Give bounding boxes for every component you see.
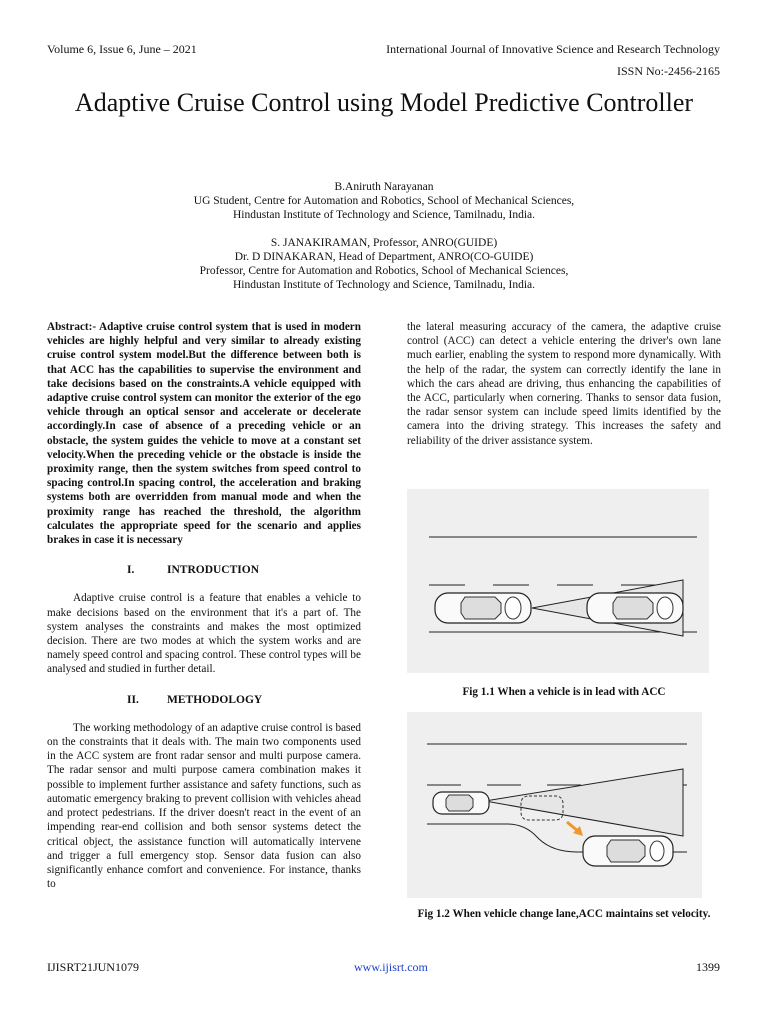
author-line: S. JANAKIRAMAN, Professor, ANRO(GUIDE) [270,237,498,249]
section-number: I. [127,564,135,577]
header-issn: ISSN No:-2456-2165 [616,64,720,78]
author-line: Hindustan Institute of Technology and Science, Tamilnadu, India. [232,209,535,221]
figure-1-2-drawing [407,712,702,898]
author-line: UG Student, Centre for Automation and Robotics, School of Mechanical Sciences, [193,195,575,207]
merging-car-icon [583,836,673,866]
figure-1-2-caption: Fig 1.2 When vehicle change lane,ACC maintains set velocity. [417,908,711,920]
introduction-text: Adaptive cruise control is a feature that enables a vehicle to make decisions based on the environment that it's a part of. The system analyses the constraints and makes the most optimized decision. There are two modes at which the system works and are namely speed control and spacing control. These control types will be analysed and studied in further detail. [47,592,361,676]
author-list [40,180,728,306]
header-journal: International Journal of Innovative Science and Research Technology [386,42,720,56]
radar-beam [485,769,683,836]
abstract: Abstract:- Adaptive cruise control system that is used in modern vehicles are highly helpful and very similar to already existing cruise control system model.But the difference between both is that ACC has the capabilities to supervise the environment and take decisions based on the constraints.A vehicle equipped with adaptive cruise control system can monitor the exterior of the ego vehicle through an optical sensor and accelerate or decelerate accordingly.In case of absence of a preceding vehicle or an obstacle, the system guides the vehicle to move at a constant set velocity.When the preceding vehicle or the obstacle is inside the proximity range, then the system switches from speed control to spacing control.In spacing control, the acceleration and braking systems both are overridden from manual mode and when the proximity range has reached the threshold, the algorithm calculates the appropriate speed for the scenario and applies brakes in case it is necessary [47,321,361,547]
footer-page-number: 1399 [696,960,720,974]
footer-paper-id: IJISRT21JUN1079 [47,960,139,974]
figure-1-1-caption: Fig 1.1 When a vehicle is in lead with ACC [462,686,666,698]
methodology-text-continued: the lateral measuring accuracy of the camera, the adaptive cruise control (ACC) can detect a vehicle entering the driver's own lane much earlier, enabling the system to respond more dynamically. With the help of the radar, the system can correctly identify the lane in which the cars ahead are driving, thus enhancing the capabilities of the ACC, particularly when cornering. Thanks to sensor data fusion, the radar sensor system can include speed limits identified by the camera into the driving strategy. This increases the safety and reliability of the driver assistance system. [407,321,721,447]
ego-car-icon [433,792,489,814]
author-block-1 [40,180,728,222]
author-line: Dr. D DINAKARAN, Head of Department, ANRO(CO-GUIDE) [234,251,534,263]
section-title: INTRODUCTION [167,564,260,577]
footer-website-link[interactable]: www.ijisrt.com [354,960,428,974]
figure-1-1 [407,489,709,673]
section-heading-introduction [47,563,361,577]
header-volume: Volume 6, Issue 6, June – 2021 [47,42,197,56]
figure-1-1-drawing [407,489,709,673]
author-block-2 [40,236,728,292]
left-column [47,320,361,891]
lead-car-icon [587,593,683,623]
section-heading-methodology [47,693,361,707]
section-title: METHODOLOGY [167,693,263,706]
author-line: B.Aniruth Narayanan [334,181,434,193]
figure-1-2 [407,712,702,898]
right-column-text [407,320,721,448]
author-line: Professor, Centre for Automation and Robotics, School of Mechanical Sciences, [199,265,569,277]
author-line: Hindustan Institute of Technology and Science, Tamilnadu, India. [232,279,535,291]
ego-car-icon [435,593,531,623]
section-number: II. [127,693,139,706]
methodology-text: The working methodology of an adaptive cruise control is based on the constraints that it deals with. The main two components used in the ACC system are front radar sensor and multi purpose camera. The radar sensor and multi purpose camera combination makes it possible to implement further assistance and safety functions, such as automatic emergency braking to prevent collision with vehicles ahead and protect pedestrians. If the driver doesn't react in the event of an impending rear-end collision and both sensor systems detect the critical object, the assistance function will automatically intervene and trigger a full emergency stop. Sensor data fusion can also significantly enhance comfort and convenience. For instance, thanks to [47,721,362,891]
paper-title: Adaptive Cruise Control using Model Predictive Controller [74,88,694,117]
